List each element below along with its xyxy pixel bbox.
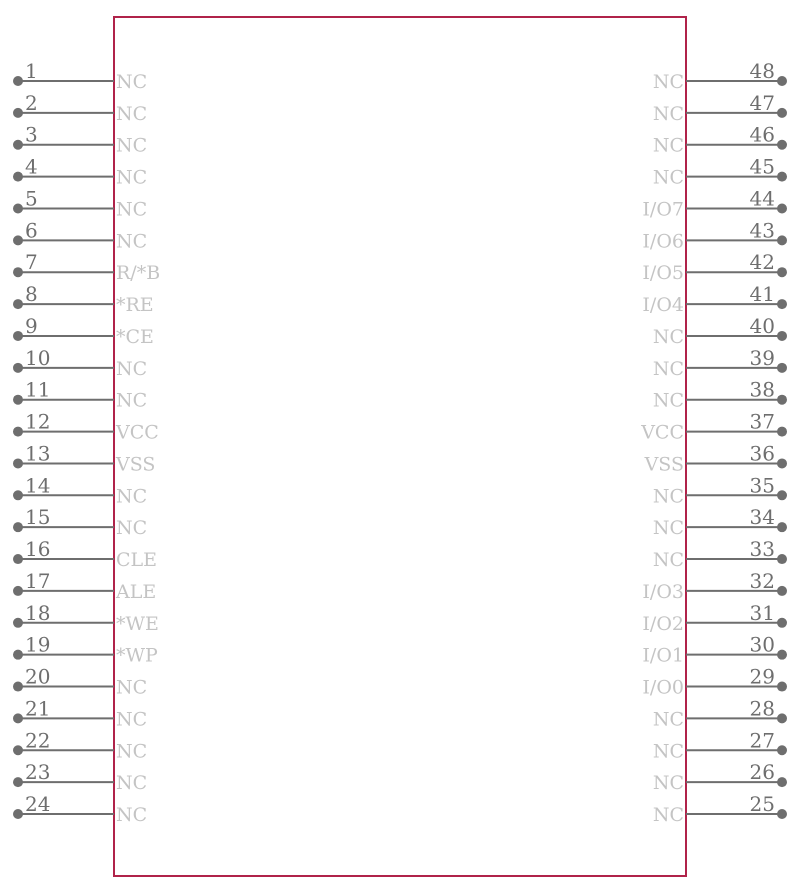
pin-endpoint-dot (13, 172, 23, 182)
pin-number: 1 (25, 59, 38, 83)
pin-25 (653, 792, 787, 826)
pin-label: NC (116, 485, 148, 508)
pin-endpoint-dot (777, 331, 787, 341)
pin-33 (653, 537, 787, 571)
pin-number: 28 (749, 696, 775, 721)
pin-28 (653, 696, 787, 730)
pin-label: NC (652, 325, 684, 348)
pin-label: *CE (116, 325, 154, 348)
pin-endpoint-dot (13, 458, 23, 468)
pin-16 (13, 537, 157, 571)
pin-8 (13, 282, 154, 316)
pin-37 (640, 410, 787, 444)
pin-number: 19 (25, 632, 51, 657)
pin-4 (13, 155, 147, 189)
pin-endpoint-dot (13, 490, 23, 500)
pin-label: NC (652, 102, 684, 125)
pin-number: 38 (749, 377, 775, 402)
pin-endpoint-dot (777, 809, 787, 819)
pin-number: 22 (25, 728, 51, 753)
pin-43 (642, 218, 787, 252)
pin-endpoint-dot (13, 522, 23, 532)
pin-22 (13, 728, 147, 762)
pin-label: NC (116, 804, 148, 827)
pin-number: 43 (749, 218, 775, 243)
pin-number: 2 (25, 90, 38, 115)
pin-number: 26 (749, 760, 775, 785)
pin-number: 12 (25, 409, 51, 434)
pin-29 (642, 665, 787, 699)
pin-endpoint-dot (777, 777, 787, 787)
pin-number: 46 (749, 122, 775, 147)
pin-23 (13, 760, 147, 794)
pin-label: NC (652, 71, 684, 93)
pin-number: 6 (25, 218, 38, 243)
pin-45 (653, 155, 787, 189)
pin-label: *WP (116, 644, 158, 667)
pin-42 (642, 250, 787, 284)
pin-label: NC (652, 485, 684, 508)
pin-label: NC (116, 772, 148, 795)
pin-endpoint-dot (777, 650, 787, 660)
pin-label: NC (116, 676, 148, 699)
pin-endpoint-dot (777, 522, 787, 532)
pin-number: 36 (749, 441, 775, 466)
pin-label: NC (652, 772, 684, 795)
pin-label: NC (652, 740, 684, 763)
pin-label: *WE (116, 612, 159, 635)
pin-36 (644, 441, 787, 475)
pin-label: VCC (641, 421, 684, 444)
pin-endpoint-dot (13, 267, 23, 277)
pin-endpoint-dot (13, 140, 23, 150)
pin-number: 27 (749, 728, 775, 753)
pin-label: NC (116, 134, 148, 157)
pin-endpoint-dot (13, 745, 23, 755)
pin-number: 8 (25, 282, 38, 307)
pin-endpoint-dot (777, 618, 787, 628)
pin-19 (13, 633, 158, 667)
pin-label: I/O1 (642, 644, 684, 667)
pin-endpoint-dot (777, 140, 787, 150)
pin-label: I/O6 (642, 230, 684, 253)
pin-endpoint-dot (777, 458, 787, 468)
pin-number: 16 (25, 537, 51, 562)
pin-endpoint-dot (13, 76, 23, 86)
pin-endpoint-dot (13, 427, 23, 437)
pin-label: NC (652, 357, 684, 380)
pin-41 (642, 282, 787, 316)
pin-endpoint-dot (13, 586, 23, 596)
pin-11 (13, 378, 147, 412)
pin-number: 42 (749, 250, 775, 275)
pin-5 (13, 186, 147, 220)
pin-endpoint-dot (777, 267, 787, 277)
pin-label: NC (652, 166, 684, 189)
pin-label: NC (116, 102, 148, 125)
pin-endpoint-dot (777, 76, 787, 86)
pin-label: NC (116, 71, 148, 93)
pin-21 (13, 696, 147, 730)
pin-label: NC (652, 134, 684, 157)
pin-13 (13, 441, 155, 475)
pin-number: 20 (25, 664, 51, 689)
pin-label: VSS (116, 453, 156, 476)
pin-number: 3 (25, 122, 38, 147)
pin-label: I/O4 (642, 294, 684, 317)
pin-number: 10 (25, 345, 51, 370)
pin-40 (653, 314, 787, 348)
pin-endpoint-dot (13, 618, 23, 628)
pin-endpoint-dot (777, 427, 787, 437)
pin-number: 47 (749, 90, 775, 115)
pin-endpoint-dot (777, 299, 787, 309)
pin-39 (653, 346, 787, 380)
pin-number: 18 (25, 600, 51, 625)
pin-number: 29 (749, 664, 775, 689)
pin-endpoint-dot (13, 108, 23, 118)
pin-number: 25 (749, 792, 775, 817)
pin-number: 39 (749, 345, 775, 370)
pin-number: 40 (749, 313, 775, 338)
pin-label: NC (116, 166, 148, 189)
pin-endpoint-dot (13, 777, 23, 787)
pin-number: 4 (25, 154, 38, 179)
pin-number: 44 (749, 186, 775, 211)
pin-endpoint-dot (13, 203, 23, 213)
pin-endpoint-dot (777, 554, 787, 564)
pin-number: 34 (749, 505, 775, 530)
pin-6 (13, 218, 147, 252)
pin-48 (653, 59, 787, 93)
pin-endpoint-dot (13, 554, 23, 564)
pin-endpoint-dot (13, 809, 23, 819)
pin-endpoint-dot (777, 586, 787, 596)
ic-body-outline (114, 17, 686, 876)
pin-number: 14 (25, 473, 51, 498)
pin-number: 17 (25, 568, 51, 593)
pin-46 (653, 123, 787, 157)
pin-endpoint-dot (13, 299, 23, 309)
pin-endpoint-dot (13, 682, 23, 692)
pin-47 (653, 91, 787, 125)
pin-26 (653, 760, 787, 794)
pin-number: 11 (25, 377, 51, 402)
pin-14 (13, 473, 147, 507)
pin-label: NC (116, 230, 148, 253)
pin-label: I/O0 (642, 676, 684, 699)
pin-label: NC (116, 357, 148, 380)
pin-number: 41 (749, 282, 775, 307)
pin-3 (13, 123, 147, 157)
pin-12 (13, 410, 159, 444)
pin-2 (13, 91, 147, 125)
pin-18 (13, 601, 159, 635)
pin-27 (653, 728, 787, 762)
pin-endpoint-dot (13, 650, 23, 660)
pin-number: 31 (749, 600, 775, 625)
pin-number: 21 (25, 696, 51, 721)
pin-number: 5 (25, 186, 38, 211)
pin-10 (13, 346, 147, 380)
pin-endpoint-dot (13, 713, 23, 723)
pin-20 (13, 665, 147, 699)
pin-endpoint-dot (13, 363, 23, 373)
pin-label: I/O2 (642, 612, 684, 635)
pin-number: 7 (25, 250, 38, 275)
pin-number: 33 (749, 537, 775, 562)
pin-number: 48 (749, 59, 775, 83)
pin-30 (642, 633, 787, 667)
pin-number: 15 (25, 505, 51, 530)
pin-number: 32 (749, 568, 775, 593)
pin-label: NC (116, 517, 148, 540)
pin-endpoint-dot (777, 745, 787, 755)
pin-endpoint-dot (777, 490, 787, 500)
pin-endpoint-dot (777, 108, 787, 118)
pin-9 (13, 314, 154, 348)
pin-label: NC (652, 389, 684, 412)
pin-endpoint-dot (13, 331, 23, 341)
pin-15 (13, 505, 147, 539)
pin-number: 23 (25, 760, 51, 785)
pin-44 (642, 186, 787, 220)
pin-32 (642, 569, 787, 603)
pin-24 (13, 792, 147, 826)
pin-7 (13, 250, 160, 284)
pin-number: 30 (749, 632, 775, 657)
pin-endpoint-dot (777, 172, 787, 182)
pin-number: 45 (749, 154, 775, 179)
pin-1 (13, 59, 147, 93)
left-pin-column (13, 59, 160, 826)
pin-label: NC (652, 517, 684, 540)
pin-endpoint-dot (13, 235, 23, 245)
pin-label: I/O5 (642, 262, 684, 285)
pin-endpoint-dot (777, 395, 787, 405)
pin-label: ALE (116, 580, 157, 603)
pin-label: NC (652, 804, 684, 827)
pin-label: CLE (116, 549, 158, 572)
pin-label: NC (652, 708, 684, 731)
pin-label: NC (652, 549, 684, 572)
pin-endpoint-dot (777, 713, 787, 723)
pin-endpoint-dot (777, 235, 787, 245)
pin-31 (642, 601, 787, 635)
pin-34 (653, 505, 787, 539)
pin-35 (653, 473, 787, 507)
pin-label: VCC (116, 421, 159, 444)
pin-label: NC (116, 740, 148, 763)
pin-label: I/O7 (642, 198, 684, 221)
pin-label: NC (116, 389, 148, 412)
pin-label: VSS (644, 453, 684, 476)
pin-endpoint-dot (777, 203, 787, 213)
pin-number: 37 (749, 409, 775, 434)
right-pin-column (640, 59, 787, 826)
pin-number: 9 (25, 313, 38, 338)
pin-label: R/*B (116, 262, 161, 285)
pin-label: I/O3 (642, 580, 684, 603)
pin-number: 24 (25, 792, 51, 817)
pin-number: 13 (25, 441, 51, 466)
pin-label: NC (116, 708, 148, 731)
pin-endpoint-dot (777, 682, 787, 692)
pin-endpoint-dot (777, 363, 787, 373)
pin-label: NC (116, 198, 148, 221)
pin-number: 35 (749, 473, 775, 498)
pin-endpoint-dot (13, 395, 23, 405)
pin-17 (13, 569, 156, 603)
pin-label: *RE (116, 294, 154, 317)
pin-38 (653, 378, 787, 412)
